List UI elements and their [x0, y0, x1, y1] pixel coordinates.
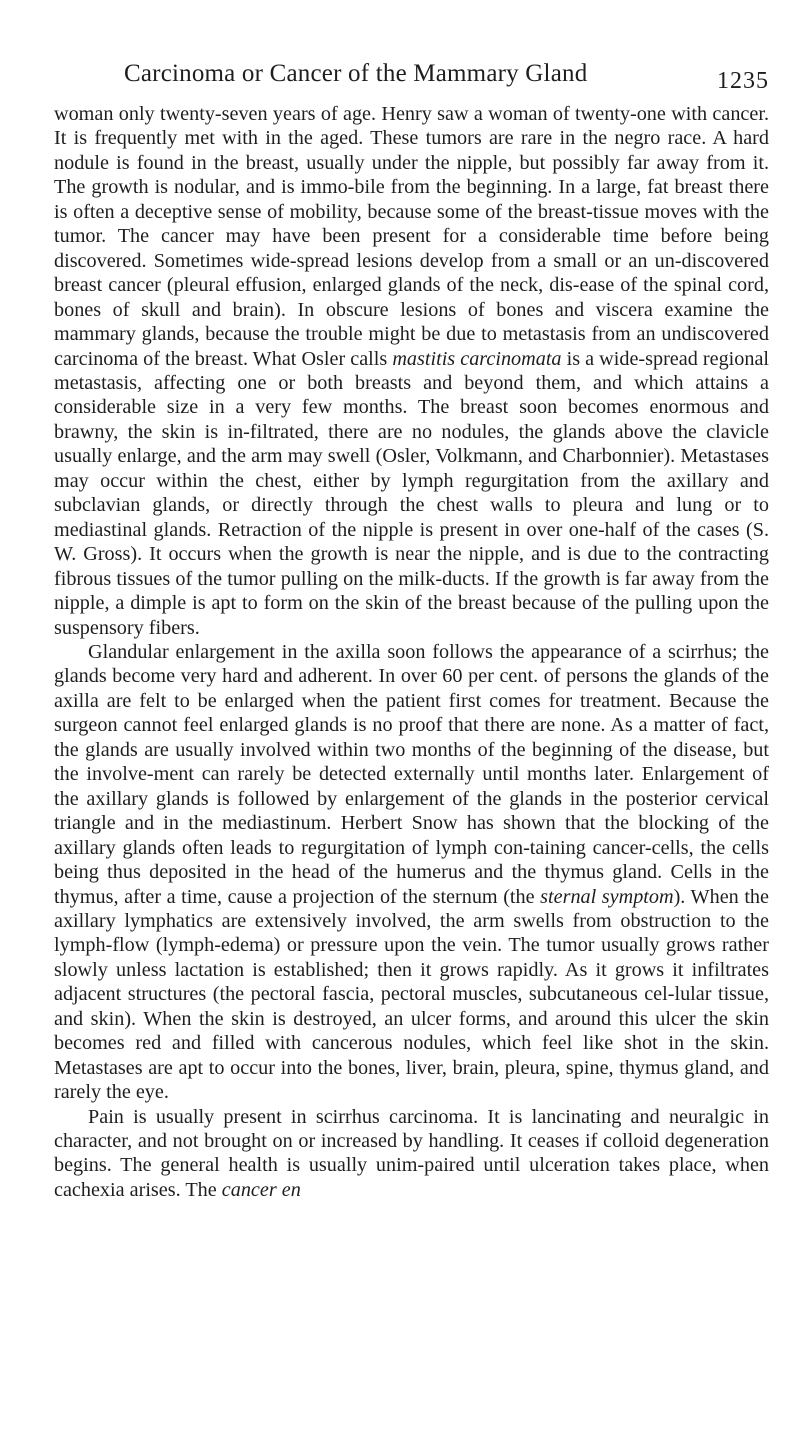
page-number: 1235 — [717, 68, 769, 94]
body-text — [54, 102, 769, 1202]
paragraph-2-text-a: Glandular enlargement in the axilla soon follows the appearance of a scirrhus; the glands become very hard and adherent. In over 60 per cent. of persons the glands of the axilla are felt to be enlarged when the patient first comes for treatment. Because the surgeon cannot feel enlarged glands is no proof that there are none. As a matter of fact, the glands are usually involved within two months of the beginning of the disease, but the involve-ment can rarely be detected externally until months later. Enlargement of the axillary glands is followed by enlargement of the glands in the posterior cervical triangle and in the mediastinum. Herbert Snow has shown that the blocking of the axillary glands often leads to regurgitation of lymph con-taining cancer-cells, the cells being thus deposited in the head of the humerus and the thymus gland. Cells in the thymus, after a time, cause a projection of the sternum (the — [54, 640, 769, 908]
paragraph-1-italic-term: mastitis carcinomata — [392, 347, 562, 370]
running-title: Carcinoma or Cancer of the Mammary Gland — [124, 60, 588, 87]
paragraph-1 — [54, 102, 769, 640]
page-header — [54, 60, 769, 102]
book-page — [54, 60, 769, 1202]
paragraph-3-italic-term: cancer en — [221, 1178, 301, 1201]
paragraph-3 — [54, 1105, 769, 1203]
paragraph-2 — [54, 640, 769, 1105]
paragraph-1-text-a: woman only twenty-seven years of age. Henry saw a woman of twenty-one with cancer. It is frequently met with in the aged. These tumors are rare in the negro race. A hard nodule is found in the breast, usually under the nipple, but possibly far away from it. The growth is nodular, and is immo-bile from the beginning. In a large, fat breast there is often a deceptive sense of mobility, because some of the breast-tissue moves with the tumor. The cancer may have been present for a considerable time before being discovered. Sometimes wide-spread lesions develop from a small or an un-discovered breast cancer (pleural effusion, enlarged glands of the neck, dis-ease of the spinal cord, bones of skull and brain). In obscure lesions of bones and viscera examine the mammary glands, because the trouble might be due to metastasis from an undiscovered carcinoma of the breast. What Osler calls — [54, 103, 769, 370]
paragraph-2-text-b: ). When the axillary lymphatics are extensively involved, the arm swells from obstruction to the lymph-flow (lymph-edema) or pressure upon the vein. The tumor usually grows rather slowly unless lactation is established; then it grows rapidly. As it grows it infiltrates adjacent structures (the pectoral fascia, pectoral muscles, subcutaneous cel-lular tissue, and skin). When the skin is destroyed, an ulcer forms, and around this ulcer the skin becomes red and filled with cancerous nodules, which feel like shot in the skin. Metastases are apt to occur into the bones, liver, brain, pleura, spine, thymus gland, and rarely the eye. — [54, 885, 769, 1104]
paragraph-1-text-b: is a wide-spread regional metastasis, affecting one or both breasts and beyond them, and which attains a considerable size in a very few months. The breast soon becomes enormous and brawny, the skin is in-filtrated, there are no nodules, the glands above the clavicle usually enlarge, and the arm may swell (Osler, Volkmann, and Charbonnier). Metastases may occur within the chest, either by lymph regurgitation from the axillary and subclavian glands, or directly through the chest walls to pleura and lung or to mediastinal glands. Retraction of the nipple is present in over one-half of the cases (S. W. Gross). It occurs when the growth is near the nipple, and is due to the contracting fibrous tissues of the tumor pulling on the milk-ducts. If the growth is far away from the nipple, a dimple is apt to form on the skin of the breast because of the pulling upon the suspensory fibers. — [54, 347, 770, 639]
paragraph-3-text-a: Pain is usually present in scirrhus carcinoma. It is lancinating and neuralgic in character, and not brought on or increased by handling. It ceases if colloid degeneration begins. The general health is usually unim-paired until ulceration takes place, when cachexia arises. The — [54, 1105, 769, 1201]
paragraph-2-italic-term: sternal symptom — [540, 885, 674, 908]
